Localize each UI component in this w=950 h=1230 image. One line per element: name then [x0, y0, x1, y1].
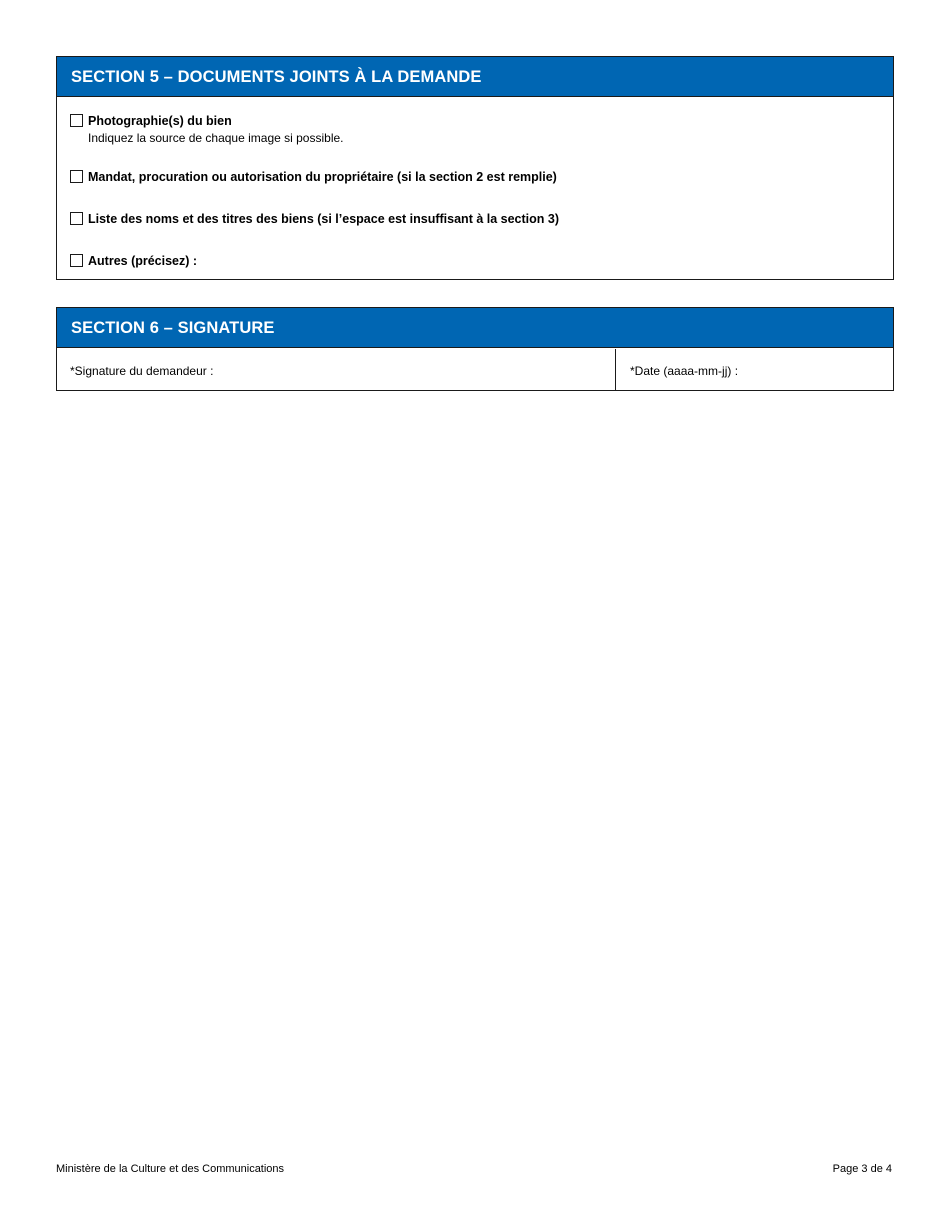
- list-of-names-label: Liste des noms et des titres des biens (si l’espace est insuffisant à la section 3): [88, 212, 559, 226]
- mandate-checkbox[interactable]: [70, 170, 83, 183]
- footer-page-number: Page 3 de 4: [832, 1163, 892, 1175]
- photographs-checkbox[interactable]: [70, 114, 83, 127]
- section-5-attached-documents: [56, 56, 894, 280]
- signature-field[interactable]: [57, 349, 616, 390]
- section-6-title: SECTION 6 – SIGNATURE: [57, 308, 893, 348]
- section-5-title: SECTION 5 – DOCUMENTS JOINTS À LA DEMANDE: [57, 57, 893, 97]
- footer-ministry: Ministère de la Culture et des Communications: [56, 1163, 285, 1175]
- photographs-note: Indiquez la source de chaque image si possible.: [88, 131, 344, 145]
- other-label: Autres (précisez) :: [88, 254, 198, 268]
- signature-label: *Signature du demandeur :: [70, 364, 214, 378]
- date-field[interactable]: [616, 349, 893, 390]
- list-of-names-checkbox[interactable]: [70, 212, 83, 225]
- mandate-label: Mandat, procuration ou autorisation du propriétaire (si la section 2 est remplie): [88, 170, 557, 184]
- other-checkbox[interactable]: [70, 254, 83, 267]
- signature-row: [57, 349, 893, 390]
- section-6-signature: [56, 307, 894, 391]
- photographs-label: Photographie(s) du bien: [88, 114, 232, 128]
- date-label: *Date (aaaa-mm-jj) :: [630, 364, 739, 378]
